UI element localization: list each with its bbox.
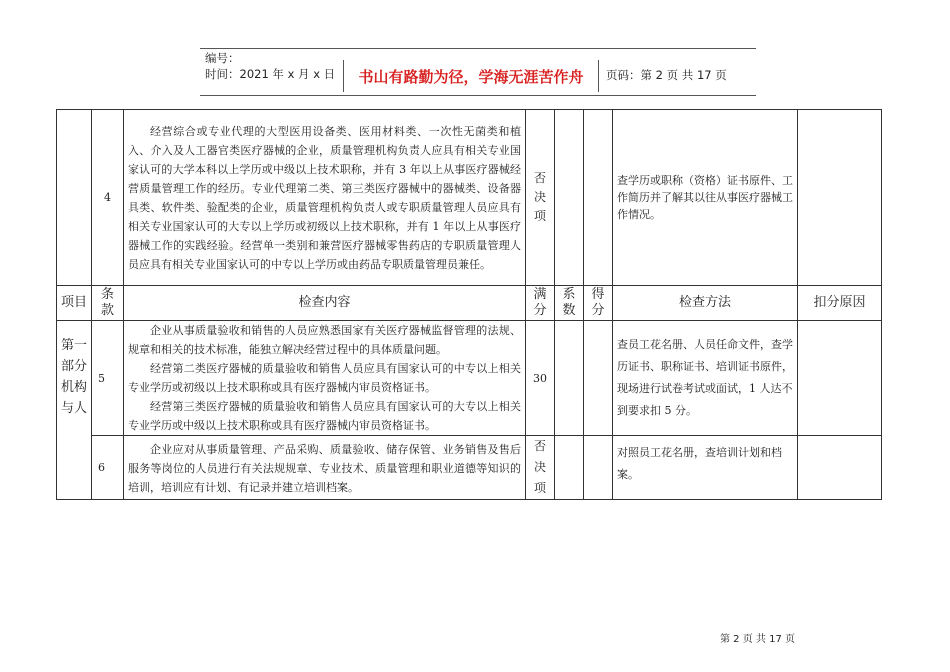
section-label: 第一部分 机构与人 [57,321,92,500]
coefficient-cell [555,110,584,286]
full-score-cell: 否决项 [526,436,555,500]
header-page-label: 页码：第 2 页 共 17 页 [606,68,727,82]
table-row [57,321,882,436]
reason-cell [798,110,882,286]
col-header-coefficient: 系数 [555,286,584,321]
item-cell [57,110,92,286]
coefficient-cell [555,321,584,436]
score-cell [584,321,613,436]
reason-cell [798,321,882,436]
reason-cell [798,436,882,500]
method-cell: 查员工花名册、人员任命文件，查学历证书、职称证书、培训证书原件，现场进行试卷考试或面试，1 人达不到要求扣 5 分。 [613,321,798,436]
document-number-label: 编号： [205,51,240,65]
table-header-row [57,286,882,321]
content-cell: 经营综合或专业代理的大型医用设备类、医用材料类、一次性无菌类和植入、介入及人工器官类医疗器械的企业，质量管理机构负责人应具有相关专业国家认可的大学本科以上学历或中级以上技术职称，并有 3 年以上从事医疗器械经营质量管理工作的经历。专业代理第二类、第三类医疗器械中的器械类、设备器具类、软件类、验配类的企业，质量管理机构负责人或专职质量管理人员应具有相关专业国家认可的大专以上学历或初级以上技术职称，并有 1 年以上从事医疗器械工作的实践经验。经营单一类别和兼营医疗器械零售药店的专职质量管理人员应具有相关专业国家认可的中专以上学历或由药品专职质量管理员兼任。 [124,110,526,286]
score-cell [584,436,613,500]
clause-cell: 4 [92,110,124,286]
clause-cell: 5 [92,321,124,436]
full-score-cell: 30 [526,321,555,436]
method-cell: 对照员工花名册，查培训计划和档案。 [613,436,798,500]
header-bottom-rule [200,95,756,96]
full-score-cell: 否决项 [526,110,555,286]
score-cell [584,110,613,286]
document-time-label: 时间：2021 年 x 月 x 日 [205,67,336,81]
col-header-full-score: 满分 [526,286,555,321]
col-header-reason: 扣分原因 [798,286,882,321]
coefficient-cell [555,436,584,500]
col-header-content: 检查内容 [124,286,526,321]
col-header-item: 项目 [57,286,92,321]
header-motto: 书山有路勤为径，学海无涯苦作舟 [343,60,599,92]
col-header-method: 检查方法 [613,286,798,321]
method-cell: 查学历或职称（资格）证书原件、工作简历并了解其以往从事医疗器械工作情况。 [613,110,798,286]
inspection-table [56,109,882,500]
content-cell: 企业从事质量验收和销售的人员应熟悉国家有关医疗器械监督管理的法规、规章和相关的技术标准，能独立解决经营过程中的具体质量问题。 经营第二类医疗器械的质量验收和销售人员应具有国家认可的中专以上相关专业学历或初级以上技术职称或具有医疗器械内审员资格证书。 经营第三类医疗器械的质量验收和销售人员应具有国家认可的大专以上相关专业学历或中级以上技术职称或具有医疗器械内审员资格证书。 [124,321,526,436]
clause-cell: 6 [92,436,124,500]
content-cell: 企业应对从事质量管理、产品采购、质量验收、储存保管、业务销售及售后服务等岗位的人员进行有关法规规章、专业技术、质量管理和职业道德等知识的培训，培训应有计划、有记录并建立培训档案。 [124,436,526,500]
table-row [57,110,882,286]
page-footer: 第 2 页 共 17 页 [720,634,795,645]
header-top-rule [200,48,756,49]
table-row [57,436,882,500]
col-header-clause: 条款 [92,286,124,321]
col-header-score: 得分 [584,286,613,321]
